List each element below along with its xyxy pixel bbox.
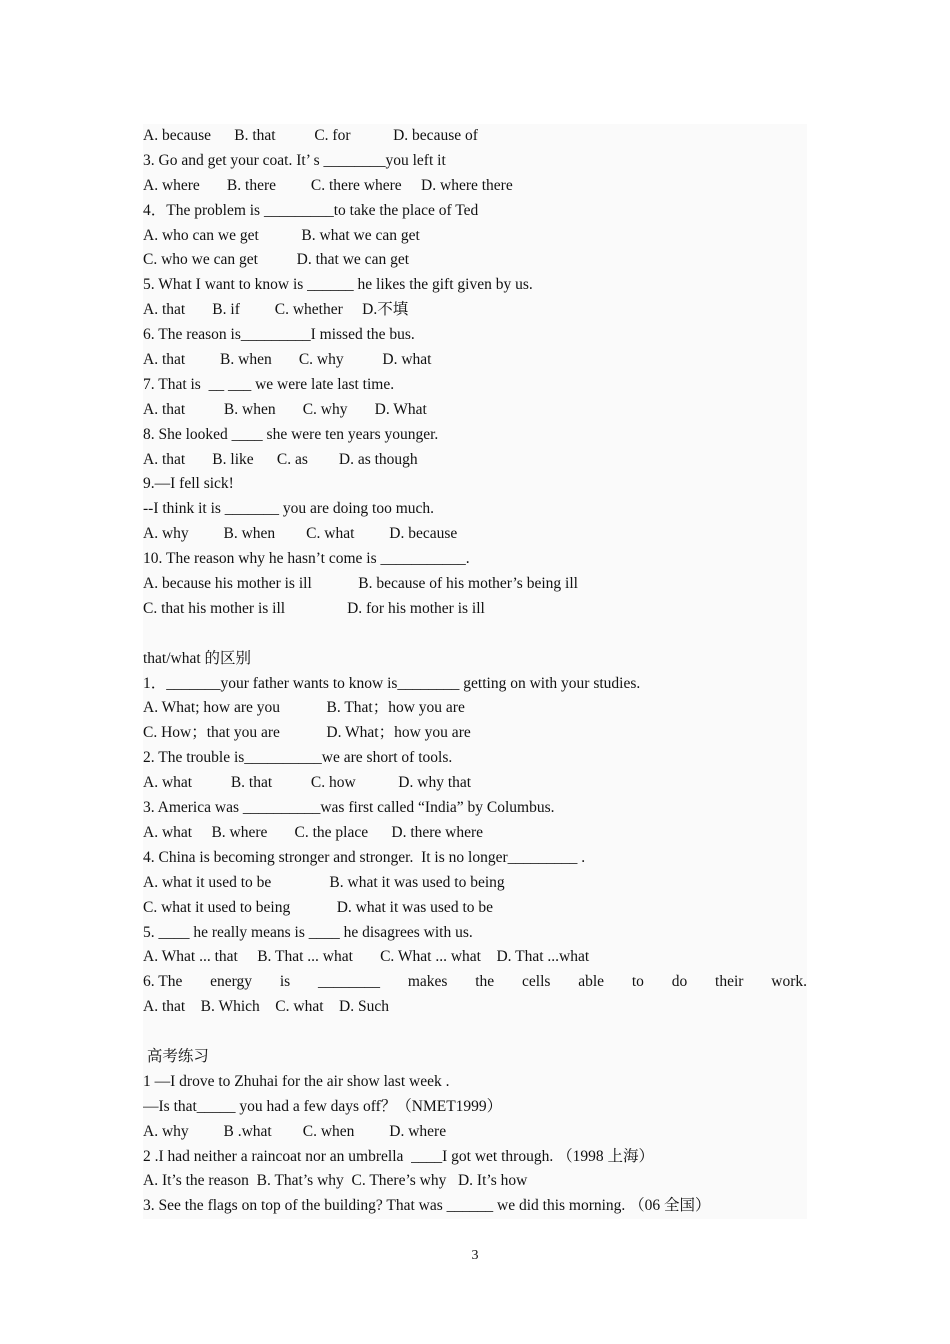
text-line: A. who can we get B. what we can get (143, 226, 420, 244)
text-line: A. What; how are you B. That；how you are (143, 699, 465, 717)
word: energy (210, 973, 253, 991)
text-line: A. What ... that B. That ... what C. What ... what D. That ...what (143, 948, 590, 966)
text-line: 3. Go and get your coat. It’ s ________you left it (143, 151, 446, 169)
word: makes (407, 973, 448, 991)
word: able (578, 973, 605, 991)
text-line: A. that B. if C. whether D.不填 (143, 301, 409, 319)
document-body (143, 124, 807, 1219)
text-line: C. who we can get D. that we can get (143, 251, 410, 269)
text-line: A. where B. there C. there where D. where there (143, 176, 513, 194)
text-line: A. what B. that C. how D. why that (143, 774, 472, 792)
text-line: A. what it used to be B. what it was used to being (143, 873, 505, 891)
text-line: A. because B. that C. for D. because of (143, 127, 478, 144)
text-line: 6. The reason is_________I missed the bus. (143, 326, 415, 344)
section-heading: that/what 的区别 (143, 649, 252, 667)
text-line: A. that B. when C. why D. What (143, 400, 427, 418)
blank-line (143, 622, 807, 647)
word: ________ (318, 973, 381, 991)
word: is (279, 973, 291, 991)
blank-line (143, 1020, 807, 1045)
text-line: 10. The reason why he hasn’t come is ___________. (143, 550, 470, 568)
text-line: 3. See the flags on top of the building? That was ______ we did this morning. （06 全国） (143, 1197, 711, 1215)
text-line: A. why B .what C. when D. where (143, 1122, 447, 1140)
text-line: C. How；that you are D. What；how you are (143, 724, 471, 742)
text-line: A. It’s the reason B. That’s why C. There’s why D. It’s how (143, 1172, 528, 1190)
word: their (715, 973, 744, 991)
text-line: C. that his mother is ill D. for his mother is ill (143, 599, 485, 617)
justified-question-line (143, 970, 807, 995)
text-line: 4. China is becoming stronger and stronger. It is no longer_________ . (143, 848, 586, 866)
word: 6. The (143, 973, 183, 991)
word: work. (771, 973, 807, 991)
text-line: 2 .I had neither a raincoat nor an umbrella ____I got wet through. （1998 上海） (143, 1147, 654, 1165)
text-line: C. what it used to being D. what it was used to be (143, 898, 493, 916)
word: to (631, 973, 644, 991)
text-line: --I think it is _______ you are doing too much. (143, 500, 435, 518)
text-line: 5. ____ he really means is ____ he disagrees with us. (143, 923, 473, 941)
text-line: 9.—I fell sick! (143, 475, 234, 493)
section-heading: 高考练习 (143, 1047, 209, 1065)
text-line: A. because his mother is ill B. because of his mother’s being ill (143, 575, 578, 593)
text-line: A. that B. Which C. what D. Such (143, 998, 389, 1016)
text-line: 1．_______your father wants to know is________ getting on with your studies. (143, 674, 641, 692)
text-line: A. that B. when C. why D. what (143, 351, 432, 369)
text-line: 1 —I drove to Zhuhai for the air show last week . (143, 1072, 450, 1090)
text-line: 4．The problem is _________to take the place of Ted (143, 201, 479, 219)
text-line: 3. America was __________was first called “India” by Columbus. (143, 799, 555, 817)
word: cells (522, 973, 551, 991)
page-number: 3 (471, 1248, 479, 1263)
text-line: 8. She looked ____ she were ten years younger. (143, 425, 439, 443)
text-line: 2. The trouble is__________we are short of tools. (143, 749, 453, 767)
text-line: 5. What I want to know is ______ he likes the gift given by us. (143, 276, 533, 294)
text-line: 7. That is __ ___ we were late last time. (143, 375, 395, 393)
text-line: A. what B. where C. the place D. there where (143, 823, 484, 841)
word: do (671, 973, 688, 991)
word: the (475, 973, 495, 991)
text-line: A. why B. when C. what D. because (143, 525, 458, 543)
text-line: —Is that_____ you had a few days off？（NMET1999） (143, 1097, 503, 1115)
text-line: A. that B. like C. as D. as though (143, 450, 418, 468)
